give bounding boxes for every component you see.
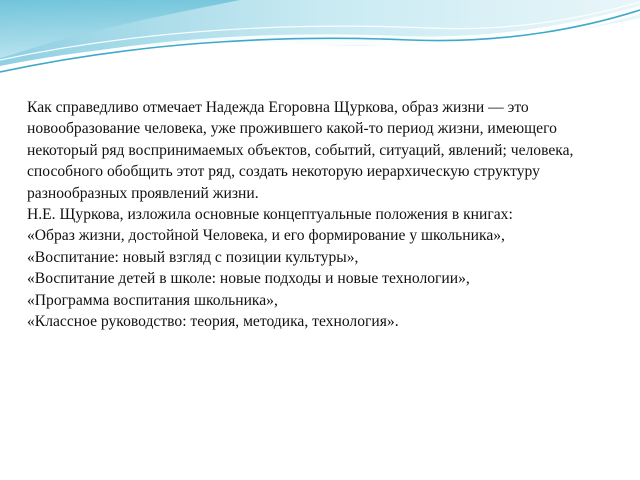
books-intro-line: Н.Е. Щуркова, изложила основные концептуальные положения в книгах: (27, 206, 513, 224)
slide-text-body (27, 97, 627, 332)
book-title-line: «Воспитание: новый взгляд с позиции культуры», (27, 248, 359, 266)
book-title-line: «Классное руководство: теория, методика, технология». (27, 313, 399, 331)
header-wave-decoration (0, 0, 640, 80)
book-title-line: «Программа воспитания школьника», (27, 291, 278, 309)
book-title-line: «Воспитание детей в школе: новые подходы и новые технологии», (27, 270, 470, 288)
intro-paragraph: Как справедливо отмечает Надежда Егоровна Щуркова, образ жизни — это новообразование человека, уже прожившего какой-то период жизни, имеющего некоторый ряд воспринимаемых объектов, событий, ситуаций, явлений; человека, способного обобщить этот ряд, создать некоторую иерархическую структуру разнообразных проявлений жизни. (27, 99, 574, 202)
book-title-line: «Образ жизни, достойной Человека, и его формирование у школьника», (27, 227, 505, 245)
